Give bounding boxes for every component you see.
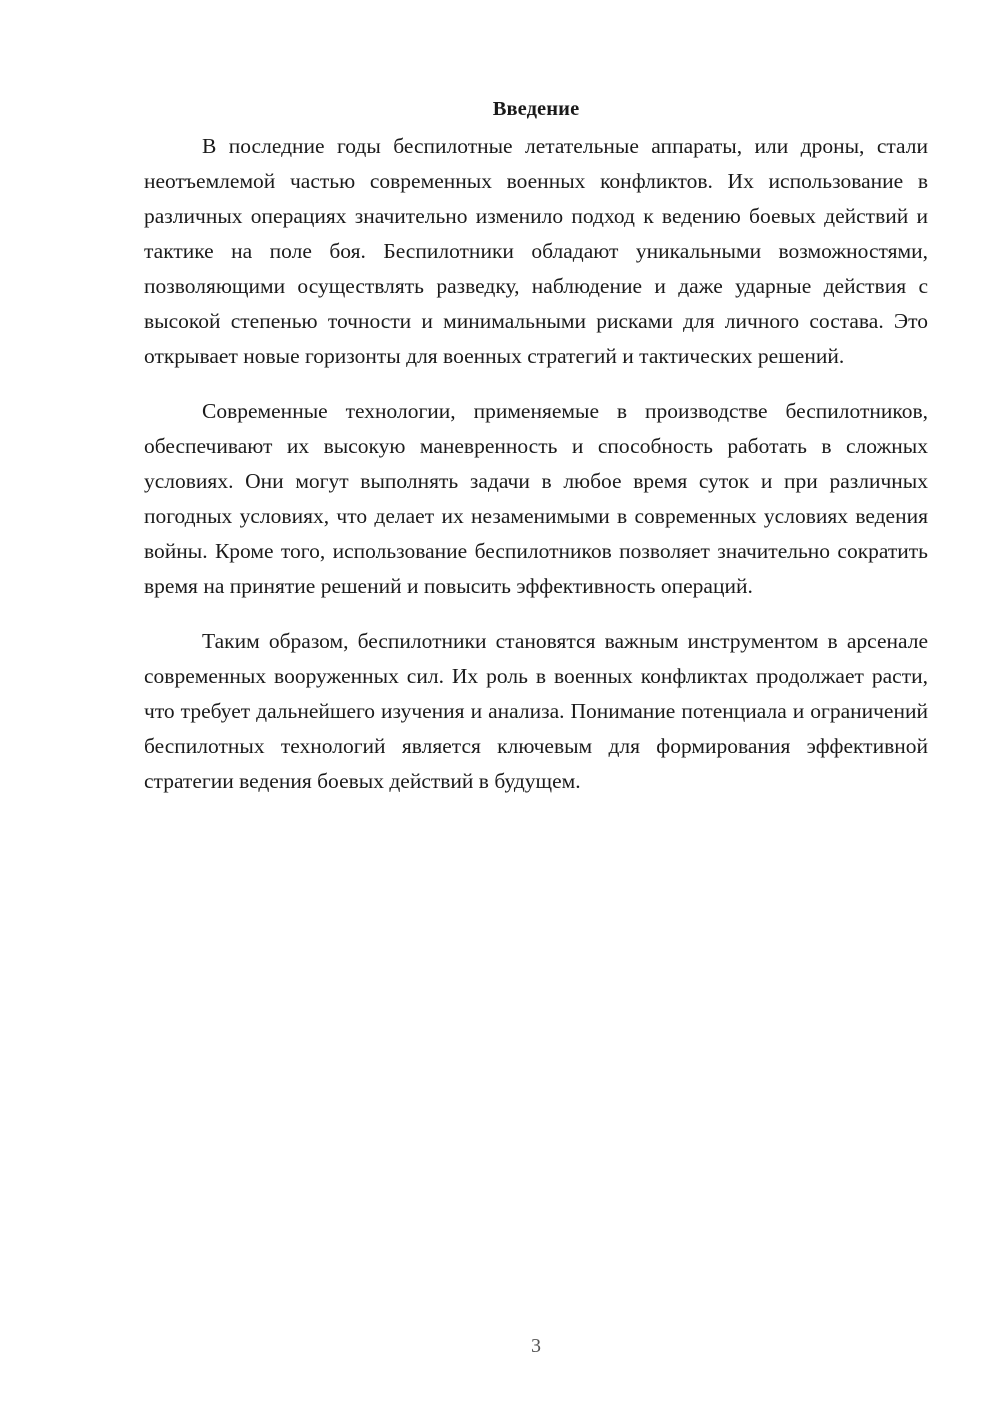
section-heading: Введение <box>492 98 580 120</box>
page-content <box>144 92 928 819</box>
page-number: 3 <box>531 1335 541 1357</box>
paragraph-2: Современные технологии, применяемые в производстве беспилотников, обеспечивают их высокую маневренность и способность работать в сложных условиях. Они могут выполнять задачи в любое время суток и при различных погодных условиях, что делает их незаменимыми в современных условиях ведения войны. Кроме того, использование беспилотников позволяет значительно сократить время на принятие решений и повысить эффективность операций. <box>144 399 928 598</box>
paragraph-1: В последние годы беспилотные летательные аппараты, или дроны, стали неотъемлемой частью современных военных конфликтов. Их использование в различных операциях значительно изменило подход к ведению боевых действий и тактике на поле боя. Беспилотники обладают уникальными возможностями, позволяющими осуществлять разведку, наблюдение и даже ударные действия с высокой степенью точности и минимальными рисками для личного состава. Это открывает новые горизонты для военных стратегий и тактических решений. <box>144 134 928 368</box>
paragraph-3: Таким образом, беспилотники становятся важным инструментом в арсенале современных вооруженных сил. Их роль в военных конфликтах продолжает расти, что требует дальнейшего изучения и анализа. Понимание потенциала и ограничений беспилотных технологий является ключевым для формирования эффективной стратегии ведения боевых действий в будущем. <box>144 629 928 793</box>
